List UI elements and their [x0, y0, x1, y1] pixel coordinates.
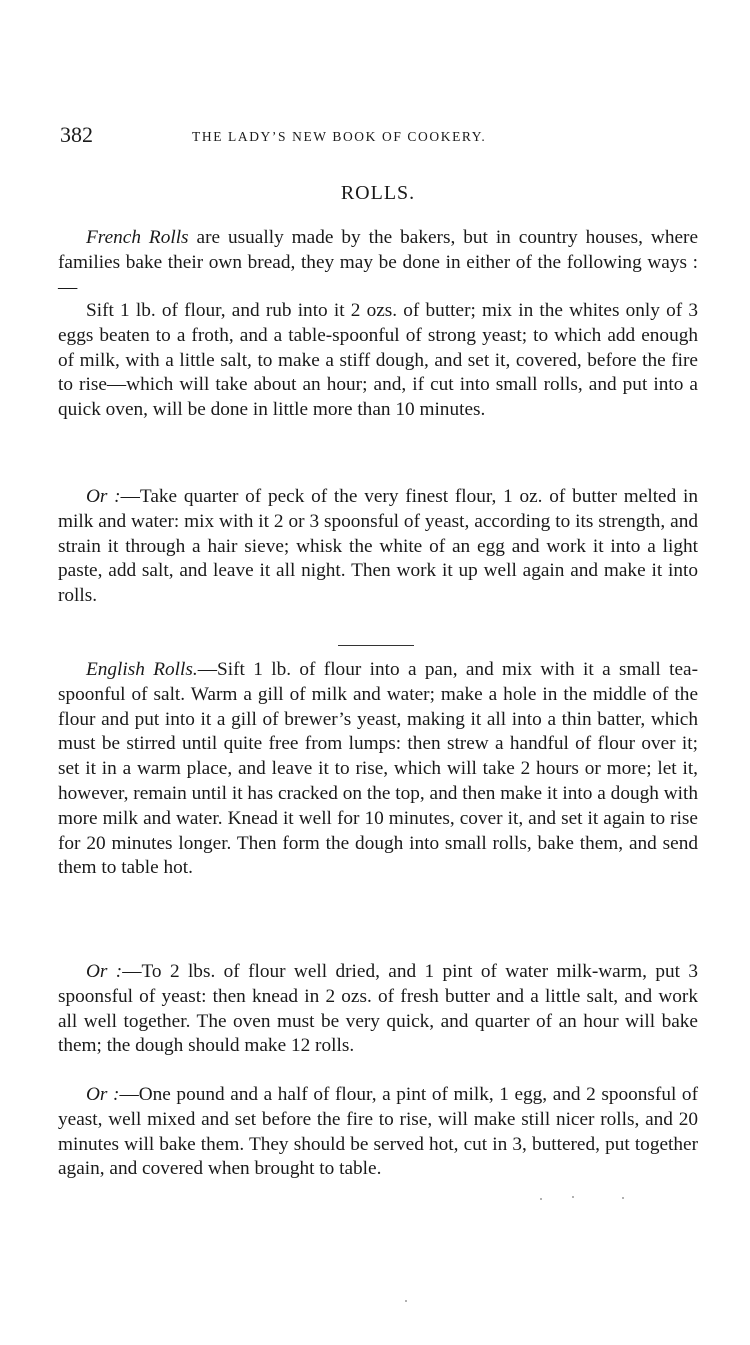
print-speck	[540, 1198, 542, 1200]
page-number: 382	[60, 122, 93, 147]
paragraph-english-method-three	[58, 1083, 698, 1182]
section-divider	[338, 645, 414, 646]
running-title: THE LADY’S NEW BOOK OF COOKERY.	[192, 129, 487, 144]
paragraph-text: —Take quarter of peck of the very finest flour, 1 oz. of butter melted in milk and water: mix with it 2 or 3 spoonsful of yeast, according to its strength, and strain it through a hair sieve; whisk the white of an egg and work it into a light paste, add salt, and leave it all night. Then work it up well again and make it into rolls.	[58, 486, 698, 607]
print-speck	[405, 1300, 407, 1302]
paragraph-text: Sift 1 lb. of flour, and rub into it 2 ozs. of butter; mix in the whites only of 3 eggs beaten to a froth, and a table-spoonful of strong yeast; to which add enough of milk, with a little salt, to make a stiff dough, and set it, covered, before the fire to rise—which will take about an hour; and, if cut into small rolls, and put into a quick oven, will be done in little more than 10 minutes.	[58, 300, 698, 421]
paragraph-method-two	[58, 485, 698, 609]
paragraph-lead: English Rolls.	[86, 659, 198, 680]
paragraph-lead: Or :	[86, 1084, 120, 1105]
paragraph-text: —One pound and a half of flour, a pint of milk, 1 egg, and 2 spoonsful of yeast, well mixed and set before the fire to rise, will make still nicer rolls, and 20 minutes will bake them. They should be served hot, cut in 3, buttered, put together again, and covered when brought to table.	[58, 1084, 698, 1180]
paragraph-text: are usually made by the bakers, but in country houses, where families bake their own bread, they may be done in either of the following ways :—	[58, 227, 698, 298]
paragraph-lead: Or :	[86, 486, 121, 507]
paragraph-english-method-two	[58, 960, 698, 1059]
paragraph-lead: Or :	[86, 961, 123, 982]
paragraph-french-rolls	[58, 226, 698, 300]
paragraph-lead: French Rolls	[86, 227, 189, 248]
paragraph-text: —To 2 lbs. of flour well dried, and 1 pint of water milk-warm, put 3 spoonsful of yeast: then knead in 2 ozs. of fresh butter and a little salt, and work all well together. The oven must be very quick, and quarter of an hour will bake them; the dough should make 12 rolls.	[58, 961, 698, 1057]
print-speck	[572, 1196, 574, 1198]
paragraph-text: —Sift 1 lb. of flour into a pan, and mix with it a small tea-spoonful of salt. Warm a gill of milk and water; make a hole in the middle of the flour and put into it a gill of brewer’s yeast, making it all into a thin batter, which must be stirred until quite free from lumps: then strew a handful of flour over it; set it in a warm place, and leave it to rise, which will take 2 hours or more; let it, however, remain until it has cracked on the top, and then make it into a dough with more milk and water. Knead it well for 10 minutes, cover it, and set it again to rise for 20 minutes longer. Then form the dough into small rolls, bake them, and send them to table hot.	[58, 659, 699, 879]
paragraph-english-rolls	[58, 658, 698, 881]
paragraph-method-one	[58, 299, 698, 423]
print-speck	[622, 1197, 624, 1199]
section-title: ROLLS.	[340, 182, 416, 204]
page-header	[58, 122, 698, 148]
